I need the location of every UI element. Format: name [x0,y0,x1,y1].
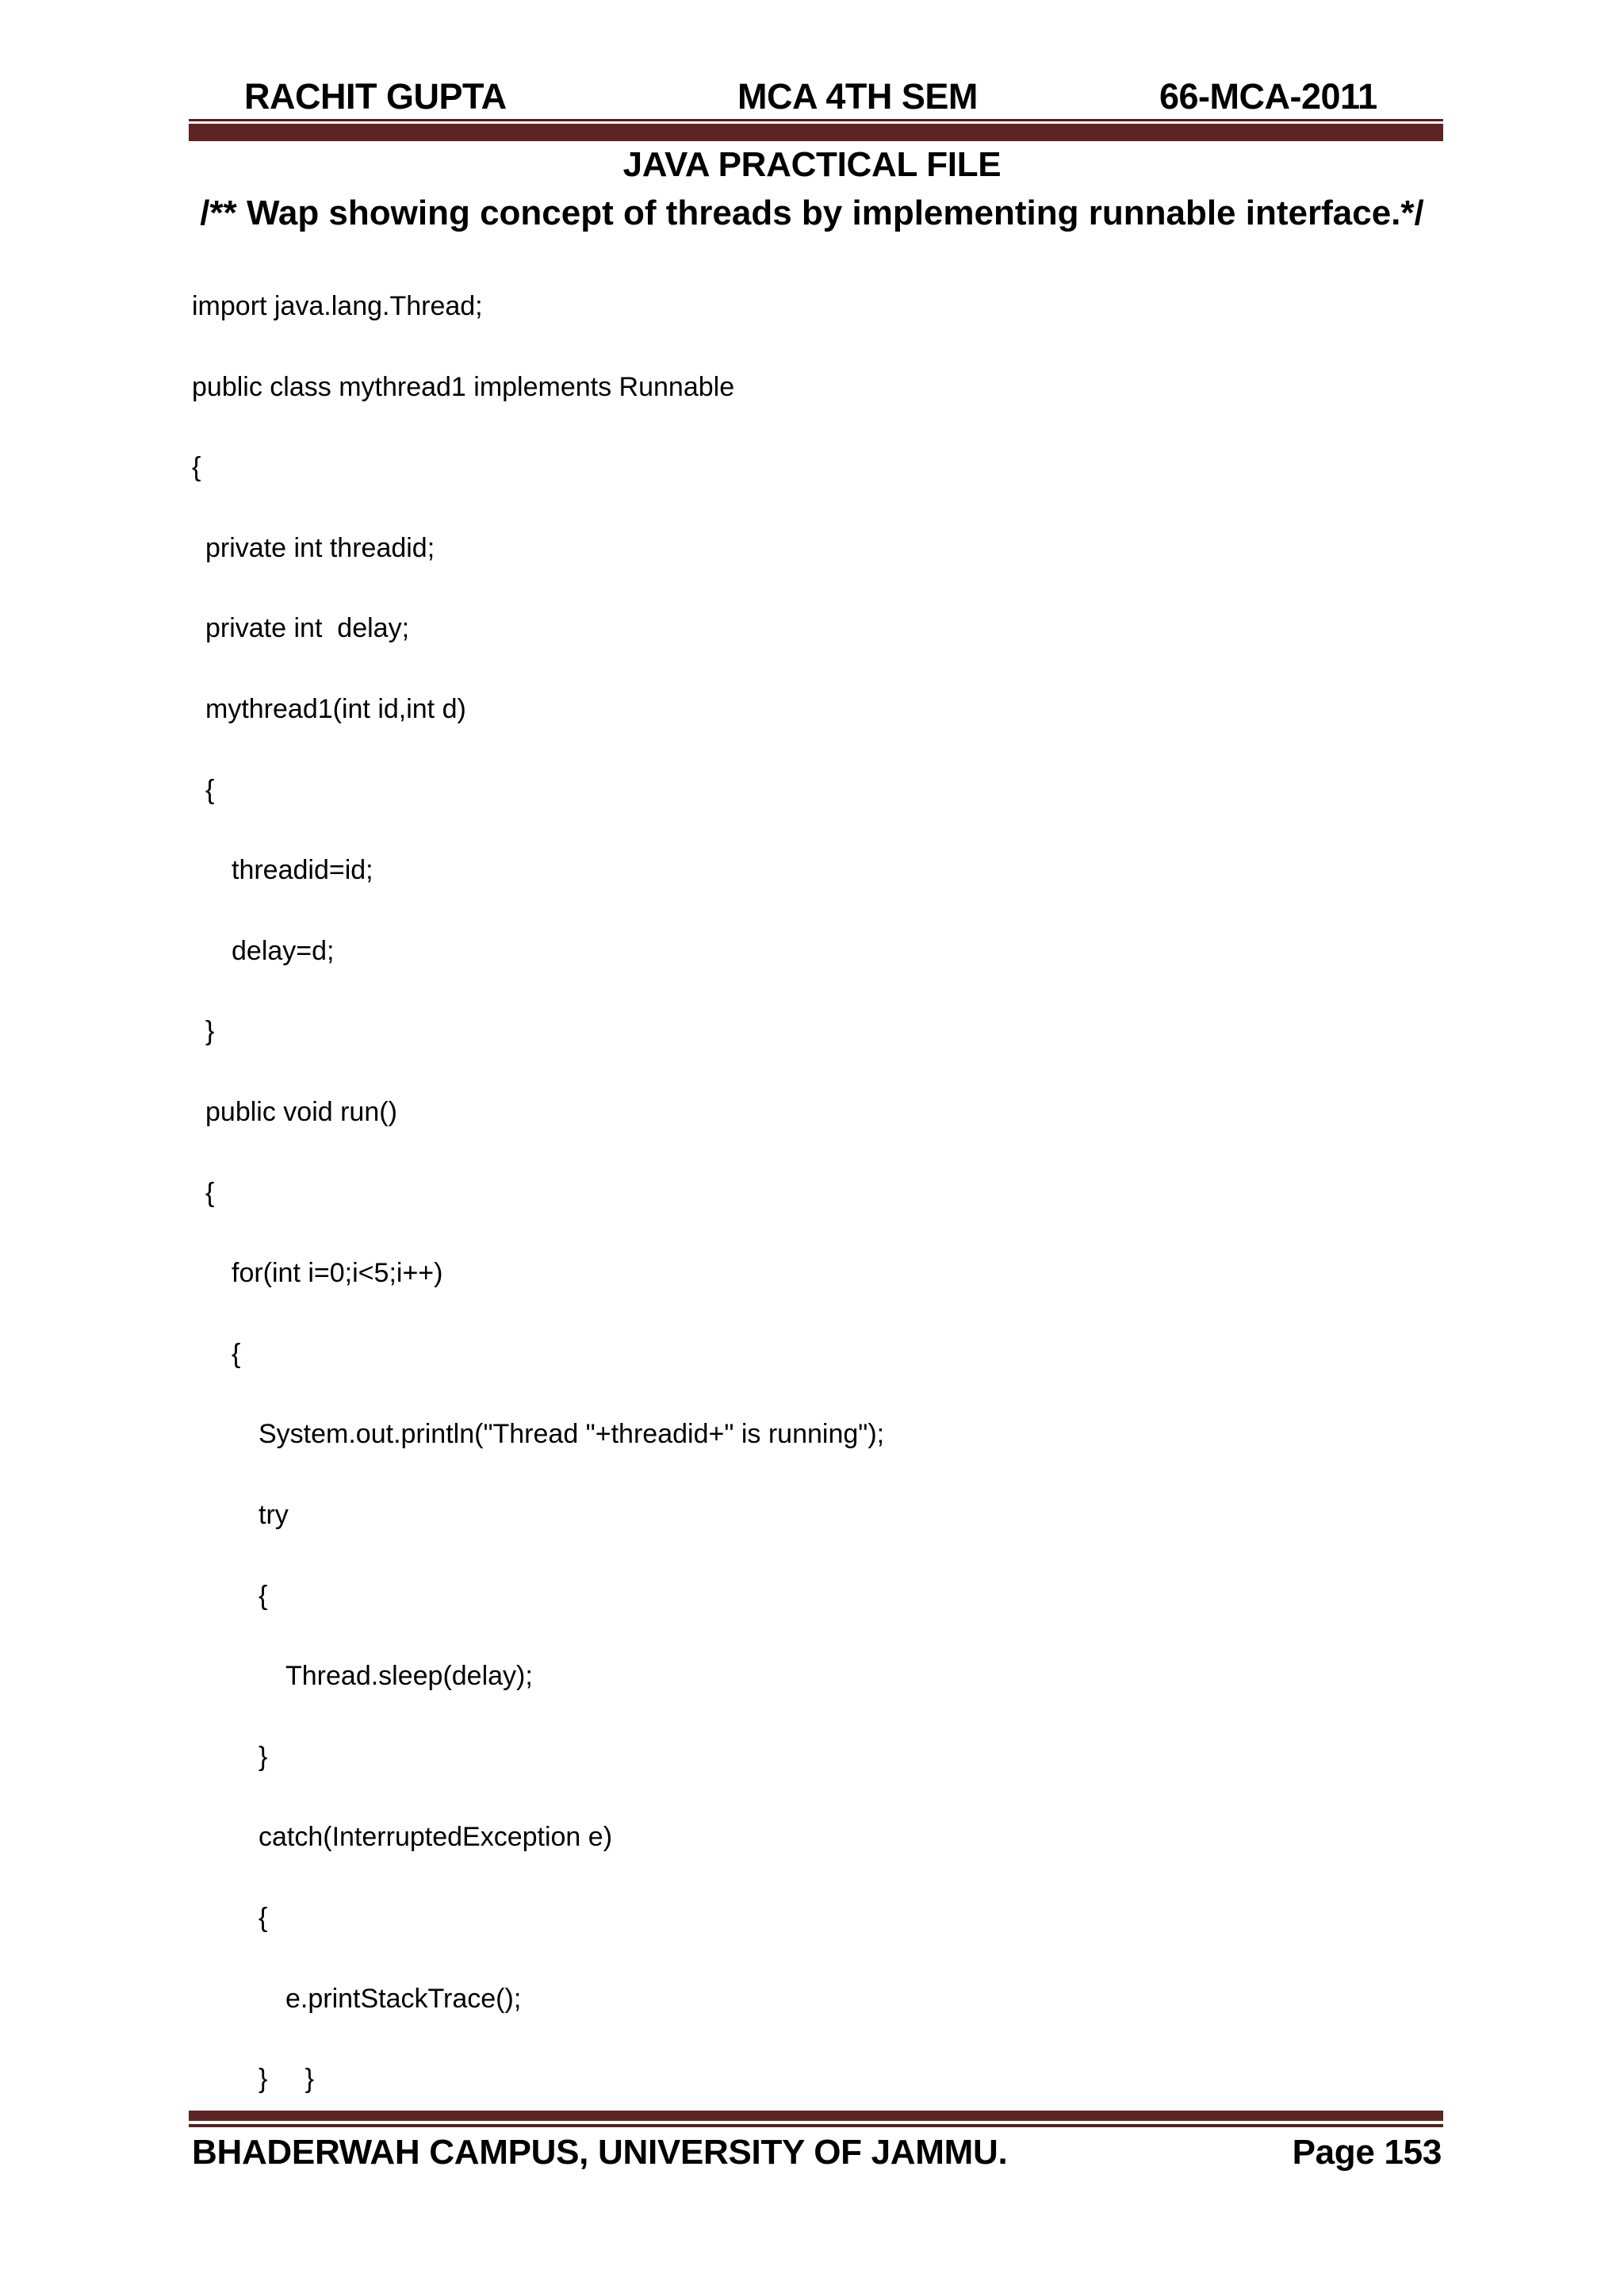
code-line: { [259,1903,268,1933]
code-line: private int threadid; [205,533,435,563]
code-line: private int delay; [205,613,410,643]
roll-number: 66-MCA-2011 [1159,76,1377,117]
code-line: for(int i=0;i<5;i++) [232,1258,443,1288]
code-line: threadid=id; [232,855,373,885]
code-line: { [192,452,201,482]
header-rule-thin [189,119,1443,121]
footer-rule-thick [189,2111,1443,2121]
code-line: delay=d; [232,936,335,966]
code-line: { [232,1339,241,1369]
code-line: System.out.println("Thread "+threadid+" is running"); [259,1419,885,1449]
code-line: mythread1(int id,int d) [205,694,466,724]
footer-campus: BHADERWAH CAMPUS, UNIVERSITY OF JAMMU. [192,2133,1008,2172]
code-line: public class mythread1 implements Runnable [192,372,735,402]
code-line: public void run() [205,1097,397,1127]
code-line: catch(InterruptedException e) [259,1822,613,1852]
code-line: } [259,1742,268,1772]
footer-rule-thin [189,2124,1443,2127]
semester-label: MCA 4TH SEM [737,76,978,117]
program-description: /** Wap showing concept of threads by implementing runnable interface.*/ [200,194,1424,232]
code-line: { [205,1178,215,1208]
code-line: e.printStackTrace(); [285,1984,522,2014]
author-name: RACHIT GUPTA [244,76,507,117]
code-line: Thread.sleep(delay); [285,1661,533,1691]
document-title: JAVA PRACTICAL FILE [622,145,1002,184]
page-number: Page 153 [1292,2133,1442,2172]
code-line: { [259,1581,268,1611]
code-line: } } [259,2064,314,2094]
header-rule-thick [189,124,1443,141]
code-line: import java.lang.Thread; [192,291,483,321]
code-line: try [259,1500,289,1530]
code-line: { [205,775,215,805]
code-line: } [205,1016,215,1046]
